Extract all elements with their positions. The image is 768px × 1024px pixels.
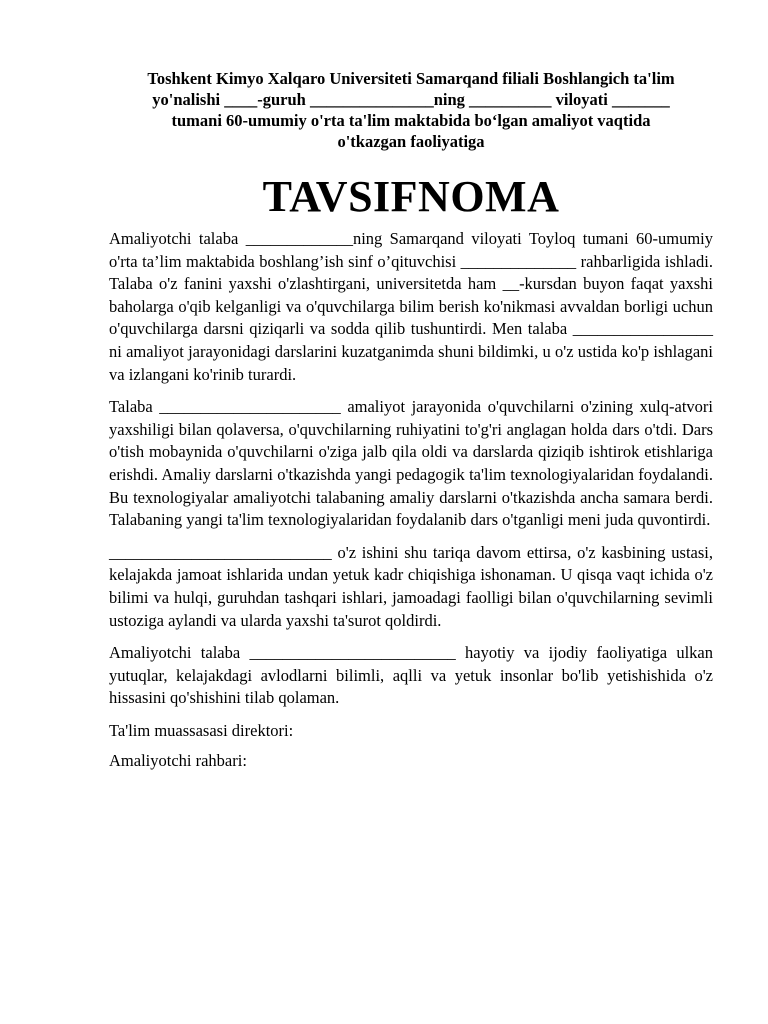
header-line-2: yo'nalishi ____-guruh _______________ning __________ viloyati _______ <box>152 90 670 109</box>
header-line-4: o'tkazgan faoliyatiga <box>337 132 485 151</box>
paragraph-4: Amaliyotchi talaba _________________________ hayotiy va ijodiy faoliyatiga ulkan yutuqlar, kelajakdagi avlodlarni bilimli, aqlli va yetuk insonlar bo'lib yetishishida o'z hissasini qo'shishini tilab qolaman. <box>109 643 713 708</box>
director-signature-label: Ta'lim muassasasi direktori: <box>109 720 294 740</box>
document-page <box>109 68 713 780</box>
document-header <box>109 68 713 152</box>
header-line-3: tumani 60-umumiy o'rta ta'lim maktabida bo‘lgan amaliyot vaqtida <box>171 111 651 130</box>
paragraph-1: Amaliyotchi talaba _____________ning Samarqand viloyati Toyloq tumani 60-umumiy o'rta ta’lim maktabida boshlang’ish sinf o’qituvchisi ______________ rahbarligida ishladi. Talaba o'z fanini yaxshi o'zlashtirgani, universitetda ham __-kursdan buyon faqat yaxshi baholarga o'qib kelganligi va o'quvchilarga bilim berish ko'nikmasi avvaldan borligi uchun o'quvchilarga darsni qiziqarli va sodda qilib tushuntirdi. Men talaba _________________ ni amaliyot jarayonidagi darslarini kuzatganimda shuni bildimki, u o'z ustida ko'p ishlagani va izlangani ko'rinib turardi. <box>109 229 713 384</box>
document-title: TAVSIFNOMA <box>262 172 560 221</box>
paragraph-2: Talaba ______________________ amaliyot jarayonida o'quvchilarni o'zining xulq-atvori yaxshiligi bilan qolaversa, o'quvchilarning ruhiyatini to'g'ri anglagan holda dars o'tdi. Dars o'tish mobaynida o'quvchilarni o'ziga jalb qila oldi va darslarda qiziqib ishtirok etishlariga erishdi. Amaliy darslarni o'tkazishda yangi pedagogik ta'lim texnologiyalaridan foydalandi. Bu texnologiyalar amaliyotchi talabaning amaliy darslarni o'tkazishda ancha samara berdi. Talabaning yangi ta'lim texnologiyalaridan foydalanib dars o'tganligi meni juda quvontirdi. <box>109 397 713 530</box>
paragraph-3: ___________________________ o'z ishini shu tariqa davom ettirsa, o'z kasbining ustasi, kelajakda jamoat ishlarida undan yetuk kadr chiqishiga ishonaman. U qisqa vaqt ichida o'z bilimi va hulqi, guruhdan tashqari ishlari, jamoadagi faolligi bilan o'quvchilarning sevimli ustoziga aylandi va ularda yaxshi ta'surot qoldirdi. <box>109 542 713 630</box>
header-line-1: Toshkent Kimyo Xalqaro Universiteti Samarqand filiali Boshlangich ta'lim <box>147 69 675 88</box>
supervisor-signature-label: Amaliyotchi rahbari: <box>109 750 247 770</box>
